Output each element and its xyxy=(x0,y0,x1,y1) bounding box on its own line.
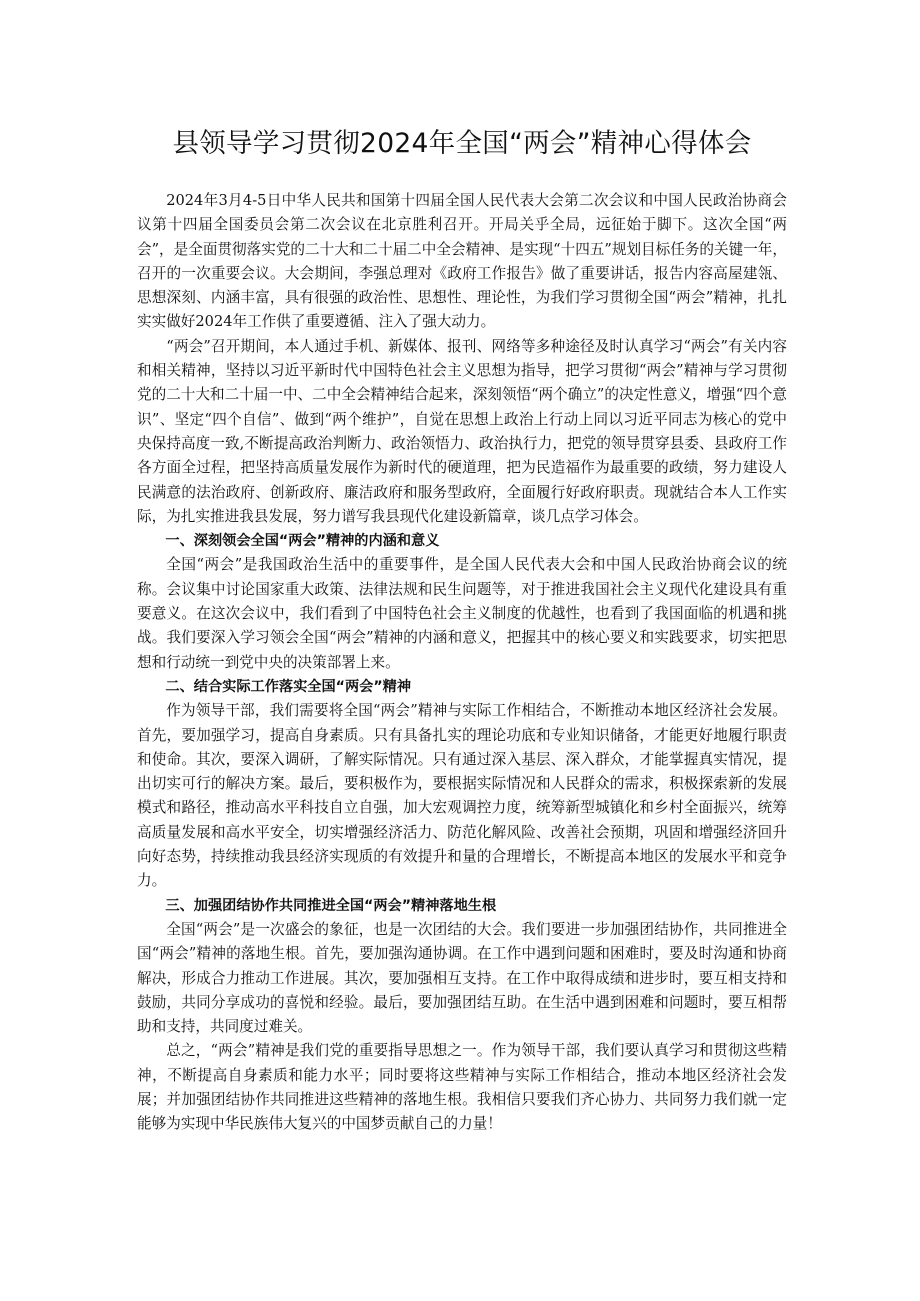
section-1-paragraph: 全国“两会”是我国政治生活中的重要事件，是全国人民代表大会和中国人民政治协商会议的统称。会议集中讨论国家重大政策、法律法规和民生问题等，对于推进我国社会主义现代化建设具有重要意义。在这次会议中，我们看到了中国特色社会主义制度的优越性，也看到了我国面临的机遇和挑战。我们要深入学习领会全国“两会”精神的内涵和意义，把握其中的核心要义和实践要求，切实把思想和行动统一到党中央的决策部署上来。 xyxy=(137,556,787,671)
section-heading-1: 一、深刻领会全国“两会”精神的内涵和意义 xyxy=(165,533,440,550)
conclusion-paragraph: 总之，“两会”精神是我们党的重要指导思想之一。作为领导干部，我们要认真学习和贯彻这些精神，不断提高自身素质和能力水平；同时要将这些精神与实际工作相结合，推动本地区经济社会发展；并加强团结协作共同推进这些精神的落地生根。我相信只要我们齐心协力、共同努力我们就一定能够为实现中华民族伟大复兴的中国梦贡献自己的力量！ xyxy=(137,1042,787,1133)
intro-paragraph: “两会”召开期间，本人通过手机、新媒体、报刊、网络等多种途径及时认真学习“两会”有关内容和相关精神，坚持以习近平新时代中国特色社会主义思想为指导，把学习贯彻“两会”精神与学习贯彻党的二十大和二十届一中、二中全会精神结合起来，深刻领悟“两个确立”的决定性意义，增强“四个意识”、坚定“四个自信”、做到“两个维护”，自觉在思想上政治上行动上同以习近平同志为核心的党中央保持高度一致,不断提高政治判断力、政治领悟力、政治执行力，把党的领导贯穿县委、县政府工作各方面全过程，把坚持高质量发展作为新时代的硬道理，把为民造福作为最重要的政绩，努力建设人民满意的法治政府、创新政府、廉洁政府和服务型政府，全面履行好政府职责。现就结合本人工作实际，为扎实推进我县发展，努力谱写我县现代化建设新篇章，谈几点学习体会。 xyxy=(137,337,787,525)
section-3-paragraph: 全国“两会”是一次盛会的象征，也是一次团结的大会。我们要进一步加强团结协作，共同推进全国“两会”精神的落地生根。首先，要加强沟通协调。在工作中遇到问题和困难时，要及时沟通和协商解决，形成合力推动工作进展。其次，要加强相互支持。在工作中取得成绩和进步时，要互相支持和鼓励，共同分享成功的喜悦和经验。最后，要加强团结互助。在生活中遇到困难和问题时，要互相帮助和支持，共同度过难关。 xyxy=(137,920,787,1036)
section-2-paragraph: 作为领导干部，我们需要将全国“两会”精神与实际工作相结合，不断推动本地区经济社会发展。首先，要加强学习，提高自身素质。只有具备扎实的理论功底和专业知识储备，才能更好地履行职责和使命。其次，要深入调研，了解实际情况。只有通过深入基层、深入群众，才能掌握真实情况，提出切实可行的解决方案。最后，要积极作为，要根据实际情况和人民群众的需求，积极探索新的发展模式和路径，推动高水平科技自立自强，加大宏观调控力度，统筹新型城镇化和乡村全面振兴，统筹高质量发展和高水平安全，切实增强经济活力、防范化解风险、改善社会预期，巩固和增强经济回升向好态势，持续推动我县经济实现质的有效提升和量的合理增长，不断提高本地区的发展水平和竞争力。 xyxy=(137,702,787,890)
document-page xyxy=(137,118,787,1137)
document-title: 县领导学习贯彻2024年全国“两会”精神心得体会 xyxy=(172,128,752,159)
section-heading-3: 三、加强团结协作共同推进全国“两会”精神落地生根 xyxy=(165,897,497,914)
section-heading-2: 二、结合实际工作落实全国“两会”精神 xyxy=(165,678,412,695)
intro-paragraph: 2024年3月4-5日中华人民共和国第十四届全国人民代表大会第二次会议和中国人民政治协商会议第十四届全国委员会第二次会议在北京胜利召开。开局关乎全局，远征始于脚下。这次全国“两会”，是全面贯彻落实党的二十大和二十届二中全会精神、是实现“十四五”规划目标任务的关键一年，召开的一次重要会议。大会期间，李强总理对《政府工作报告》做了重要讲话，报告内容高屋建瓴、思想深刻、内涵丰富，具有很强的政治性、思想性、理论性，为我们学习贯彻全国“两会”精神，扎扎实实做好2024年工作供了重要遵循、注入了强大动力。 xyxy=(137,192,787,331)
